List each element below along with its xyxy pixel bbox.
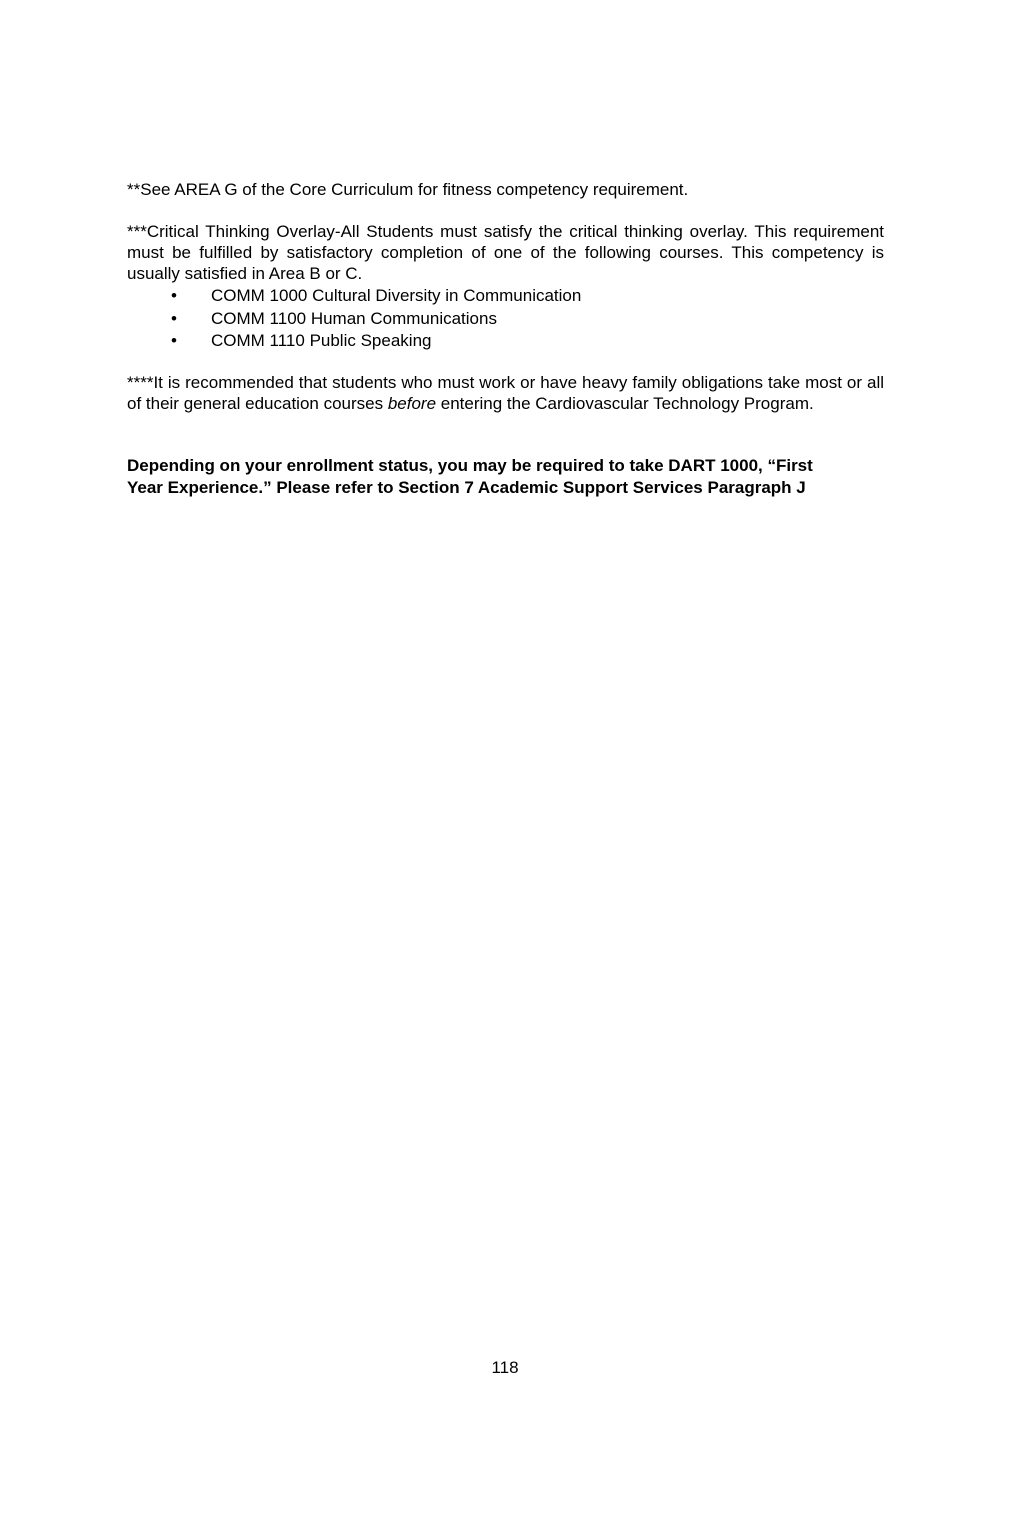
bullet-icon: • bbox=[171, 331, 177, 350]
page-number: 118 bbox=[491, 1358, 519, 1377]
course-label: COMM 1100 Human Communications bbox=[211, 308, 497, 328]
critical-thinking-note: ***Critical Thinking Overlay-All Students must satisfy the critical thinking overlay. This requirement must be fulfilled by satisfactory completion of one of the following courses. This competency is usually satisfied in Area B or C. bbox=[127, 222, 884, 283]
enrollment-notice-line: Year Experience.” Please refer to Section 7 Academic Support Services Paragraph J bbox=[127, 477, 806, 497]
course-label: COMM 1000 Cultural Diversity in Communication bbox=[211, 286, 582, 305]
recommendation-note bbox=[127, 372, 884, 414]
bullet-icon: • bbox=[171, 286, 177, 305]
course-item bbox=[127, 285, 884, 308]
page-content bbox=[127, 179, 884, 499]
course-label: COMM 1110 Public Speaking bbox=[211, 331, 432, 350]
course-item bbox=[127, 308, 884, 331]
recommendation-emphasis: before bbox=[387, 393, 437, 413]
enrollment-notice-line: Depending on your enrollment status, you may be required to take DART 1000, “First bbox=[127, 455, 813, 475]
enrollment-notice bbox=[127, 455, 884, 499]
bullet-icon: • bbox=[171, 308, 177, 328]
fitness-note: **See AREA G of the Core Curriculum for fitness competency requirement. bbox=[127, 180, 689, 199]
recommendation-text-end: entering the Cardiovascular Technology Program. bbox=[436, 393, 814, 413]
course-item bbox=[127, 330, 884, 353]
course-list bbox=[127, 285, 884, 353]
recommendation-text-start: ****It is recommended that students who must work or have heavy family obligations take most or all of their general education courses bbox=[127, 372, 884, 413]
